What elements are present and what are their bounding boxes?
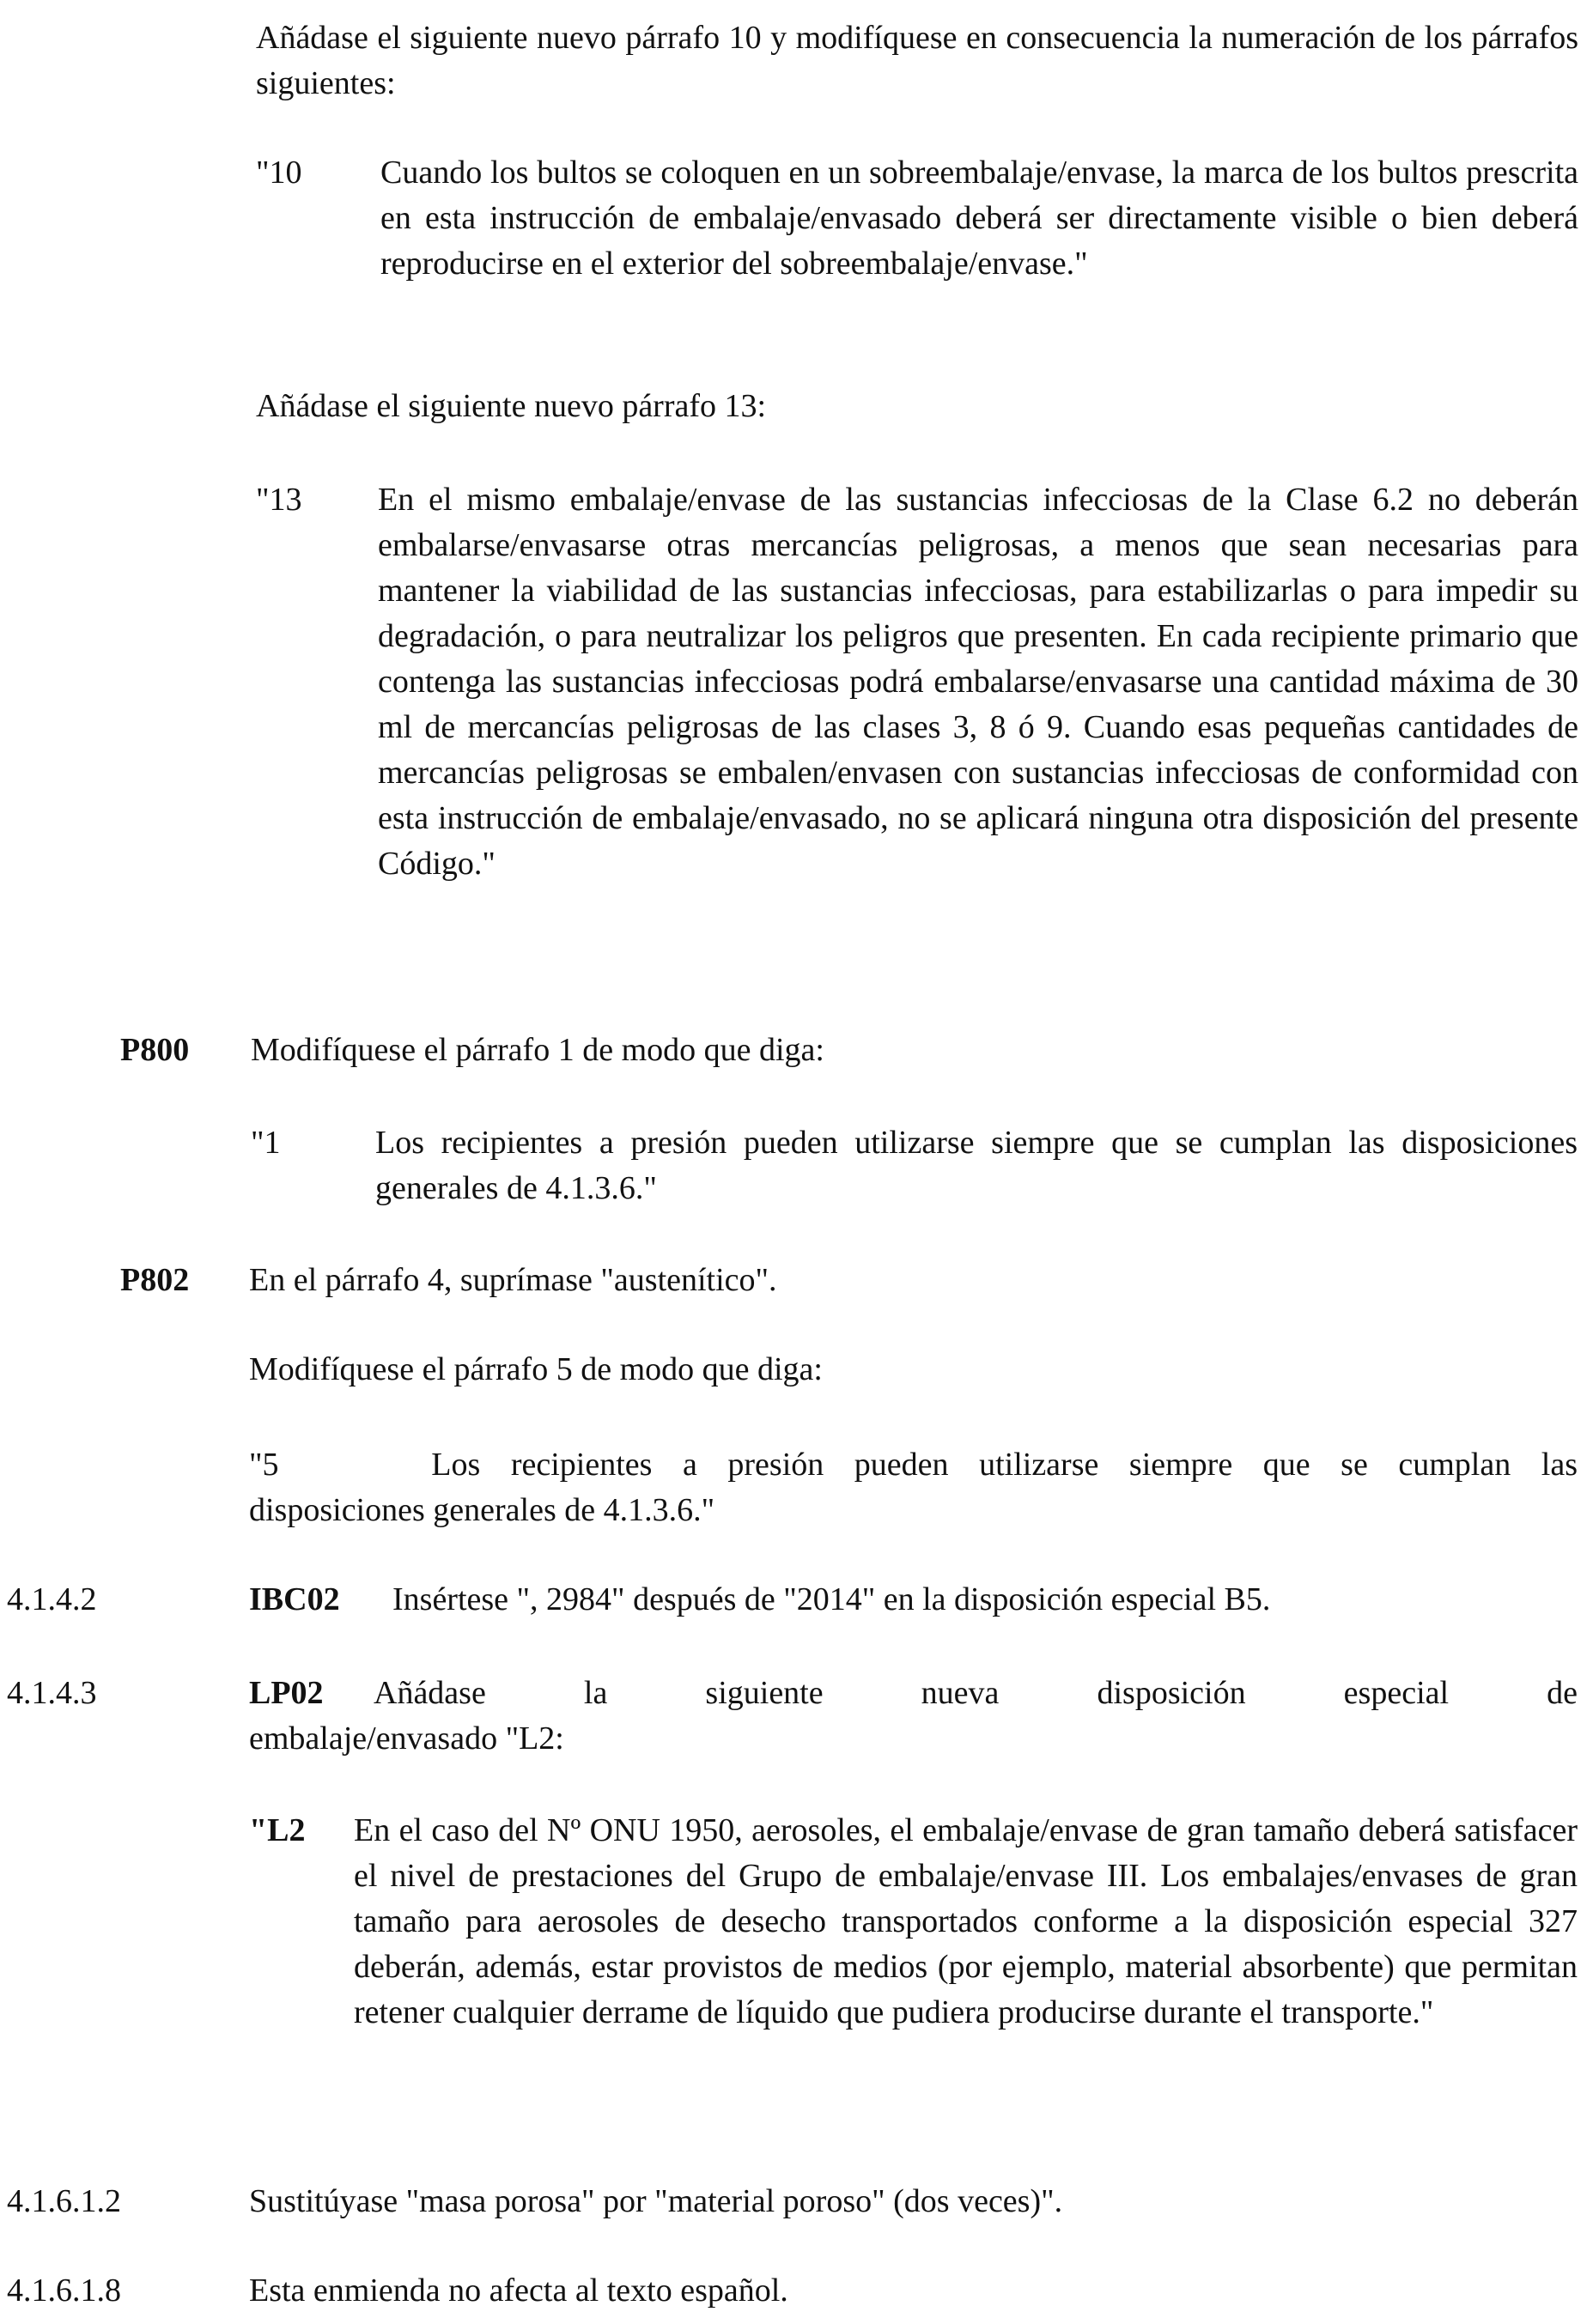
p802-code: P802: [120, 1262, 190, 1298]
section-ref-4143: 4.1.4.3: [7, 1675, 97, 1711]
p802-instruction: En el párrafo 4, suprímase "austenítico".: [249, 1262, 777, 1298]
ibc02-instruction: Insértese ", 2984" después de "2014" en la disposición especial B5.: [392, 1581, 1271, 1617]
p802-quote-line-2: disposiciones generales de 4.1.3.6.": [249, 1492, 715, 1528]
intro-paragraph-13: Añádase el siguiente nuevo párrafo 13:: [256, 388, 767, 424]
p802-instruction-2: Modifíquese el párrafo 5 de modo que diga:: [249, 1351, 823, 1387]
ibc02-code: IBC02: [249, 1581, 340, 1617]
p800-instruction: Modifíquese el párrafo 1 de modo que diga:: [251, 1032, 824, 1068]
section-41618-text: Esta enmienda no afecta al texto español.: [249, 2272, 788, 2309]
p800-code: P800: [120, 1032, 190, 1068]
p800-quote-text: Los recipientes a presión pueden utilizarse siempre que se cumplan las disposiciones generales de 4.1.3.6.": [375, 1125, 1578, 1206]
lp02-instruction-line-1: Añádase la siguiente nueva disposición especial de: [374, 1675, 1578, 1711]
quote-10-number: "10: [256, 155, 302, 191]
lp02-instruction-line-2: embalaje/envasado "L2:: [249, 1720, 564, 1757]
section-ref-41618: 4.1.6.1.8: [7, 2272, 121, 2309]
intro-paragraph-10: Añádase el siguiente nuevo párrafo 10 y modifíquese en consecuencia la numeración de los párrafos siguientes:: [256, 20, 1578, 101]
p802-quote-line-1: "5 Los recipientes a presión pueden utilizarse siempre que se cumplan las: [249, 1447, 1578, 1483]
section-41612-text: Sustitúyase "masa porosa" por "material poroso" (dos veces)".: [249, 2183, 1063, 2219]
section-ref-4142: 4.1.4.2: [7, 1581, 97, 1617]
quote-10-text: Cuando los bultos se coloquen en un sobreembalaje/envase, la marca de los bultos prescrita en esta instrucción de embalaje/envasado deberá ser directamente visible o bien deberá reproducirse en el exterior del sobreembalaje/envase.": [380, 155, 1578, 282]
p800-quote-number: "1: [251, 1125, 281, 1161]
section-ref-41612: 4.1.6.1.2: [7, 2183, 121, 2219]
quote-13-number: "13: [256, 482, 302, 518]
quote-13-text: En el mismo embalaje/envase de las sustancias infecciosas de la Clase 6.2 no deberán embalarse/envasarse otras mercancías peligrosas, a menos que sean necesarias para mantener la viabilidad de las sustancias infecciosas, para estabilizarlas o para impedir su degradación, o para neutralizar los peligros que presenten. En cada recipiente primario que contenga las sustancias infecciosas podrá embalarse/envasarse una cantidad máxima de 30 ml de mercancías peligrosas de las clases 3, 8 ó 9. Cuando esas pequeñas cantidades de mercancías peligrosas se embalen/envasen con sustancias infecciosas de conformidad con esta instrucción de embalaje/envasado, no se aplicará ninguna otra disposición del presente Código.": [378, 482, 1578, 882]
l2-quote-number: "L2: [249, 1812, 306, 1848]
l2-quote-text: En el caso del Nº ONU 1950, aerosoles, el embalaje/envase de gran tamaño deberá satisfacer el nivel de prestaciones del Grupo de embalaje/envase III. Los embalajes/envases de gran tamaño para aerosoles de desecho transportados conforme a la disposición especial 327 deberán, además, estar provistos de medios (por ejemplo, material absorbente) que permitan retener cualquier derrame de líquido que pudiera producirse durante el transporte.": [354, 1812, 1578, 2030]
lp02-code: LP02: [249, 1675, 324, 1711]
